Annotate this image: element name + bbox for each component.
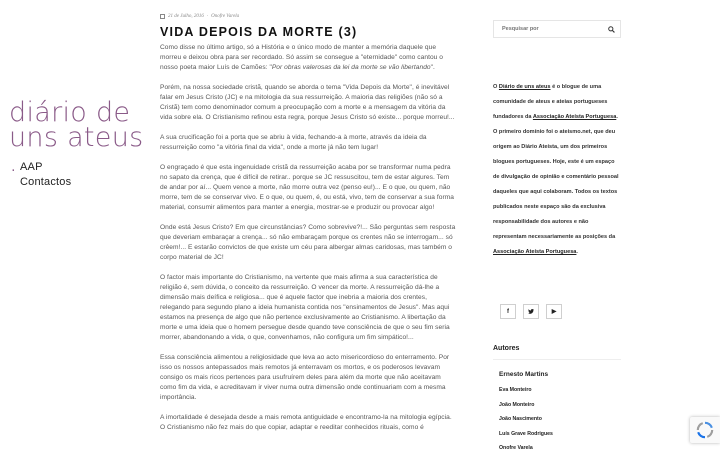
post-paragraph: Essa consciência alimentou a religiosidade que leva ao acto misericordioso do enterramento. Por isso os nossos antepassados mais remotos já enterravam os mortos, e os poderosos levavam consigo os mais ricos pertences para usufruírem deles para além da morte que não aceitavam como fim da vida, e acreditavam ir viver numa outra dimensão onde continuariam com a mesma importância. bbox=[160, 354, 450, 401]
meta-separator: · bbox=[206, 13, 209, 19]
post-date[interactable]: 21 de Julho, 2016 bbox=[168, 13, 204, 19]
link-diario[interactable]: Diário de uns ateus bbox=[498, 84, 551, 90]
post-meta bbox=[160, 12, 456, 20]
paragraph-text-end: ". bbox=[430, 64, 435, 71]
youtube-icon[interactable]: ▶ bbox=[546, 304, 562, 319]
authors-divider bbox=[493, 359, 621, 360]
paragraph-quote: Por obras valerosas da lei da morte se vão libertando bbox=[271, 64, 431, 71]
recaptcha-icon bbox=[696, 421, 714, 439]
author-link[interactable]: João Nascimento bbox=[499, 416, 542, 422]
about-text bbox=[493, 80, 621, 260]
post-paragraph: O engraçado é que esta ingenuidade cristã da ressurreição acaba por se transformar numa pedra no sapato da crença, que é difícil de retirar.. porque se JC ressuscitou, tem de estar algures. Tem de andar por aí... Quem vence a morte, não morre outra vez (penso eu!)... E o que, ou quem, não morre, tem de se conservar vivo. E o que, ou quem, é, ou está, vivo, tem de conservar a sua forma material, consumir alimentos para manter a energia, mostrar-se e produzir ou provocar algo! bbox=[160, 164, 455, 211]
link-aap-2[interactable]: Associação Ateísta Portuguesa bbox=[493, 249, 577, 255]
about-text-part: O bbox=[493, 84, 499, 90]
authors-heading: Autores bbox=[493, 345, 520, 352]
twitter-icon[interactable] bbox=[523, 304, 539, 319]
recaptcha-badge[interactable] bbox=[690, 417, 720, 443]
search-icon bbox=[608, 26, 615, 33]
author-link[interactable]: Eva Monteiro bbox=[499, 387, 532, 393]
facebook-icon[interactable]: f bbox=[500, 304, 516, 319]
calendar-icon bbox=[160, 14, 165, 19]
social-links bbox=[500, 304, 562, 319]
search-box bbox=[493, 20, 621, 38]
nav-item-contactos[interactable]: Contactos bbox=[20, 176, 72, 188]
post bbox=[160, 12, 456, 433]
about-text-part: é o blogue de uma comunidade de ateus e ateias portugueses fundadores da bbox=[493, 84, 608, 120]
logo-dot: . bbox=[9, 147, 18, 178]
authors-list bbox=[499, 368, 553, 450]
left-nav bbox=[20, 160, 71, 190]
post-paragraph: A sua crucificação foi a porta que se abriu à vida, fechando-a à morte, através da ideia da ressurreição como "a vitória final da vida", onde a morte já não tem lugar! bbox=[160, 134, 427, 151]
post-paragraph: Onde está Jesus Cristo? Em que circunstâncias? Como sobrevive?!... São perguntas sem resposta que deveriam embaraçar a crença... só não embaraçam porque os crentes não se interrogam... só crêem!... E estarão convictos de que existe um céu para albergar almas caridosas, mas também o corpo material de JC! bbox=[160, 224, 456, 261]
nav-item-aap[interactable]: AAP bbox=[20, 161, 43, 173]
about-text-part: . O primeiro domínio foi o ateismo.net, que deu origem ao Diário Ateísta, um dos primeiros blogues portugueses. Hoje, este é um espaço de divulgação de opinião e comentário pessoal daqueles que aqui colaboram. Todos os textos publicados neste espaço são da exclusiva responsabilidade dos autores e não representam necessariamente as posições da bbox=[493, 114, 619, 240]
author-link[interactable]: Ernesto Martins bbox=[499, 371, 549, 378]
right-sidebar bbox=[493, 20, 621, 450]
author-link[interactable]: João Monteiro bbox=[499, 401, 535, 408]
post-paragraph bbox=[160, 43, 456, 73]
post-paragraph: Porém, na nossa sociedade cristã, quando se aborda o tema "Vida Depois da Morte", é inevitável falar em Jesus Cristo (JC) e na mitologia da sua ressurreição. A maioria das religiões (não só a Cristã) tem como denominador comum a preocupação com a morte e a mensagem da vitória da vida sobre ela. O Cristianismo refinou esta regra, porque Jesus Cristo só existe... porque morreu!... bbox=[160, 84, 455, 121]
post-paragraph: A imortalidade é desejada desde a mais remota antiguidade e encontramo-la na mitologia egípcia. O Cristianismo não fez mais do que copiar, adaptar e reeditar conhecidos rituais, como é bbox=[160, 414, 452, 431]
about-text-part: . bbox=[576, 249, 578, 255]
logo-line1: diário de bbox=[9, 97, 131, 128]
post-author[interactable]: Onofre Varela bbox=[211, 13, 240, 19]
search-input[interactable] bbox=[494, 21, 602, 37]
post-body bbox=[160, 43, 456, 433]
link-aap[interactable]: Associação Ateísta Portuguesa bbox=[532, 114, 617, 120]
author-link[interactable]: Luís Grave Rodrigues bbox=[499, 430, 553, 437]
post-title[interactable]: VIDA DEPOIS DA MORTE (3) bbox=[160, 25, 358, 39]
search-button[interactable] bbox=[602, 21, 620, 37]
logo-line2-text: uns ateus bbox=[9, 122, 144, 153]
post-paragraph: O factor mais importante do Cristianismo, na vertente que mais afirma a sua característica de religião é, sem dúvida, o conceito da ressurreição. O vencer da morte. A ressurreição dá-lhe a dimensão mais deífica e religiosa... que é aquele factor que inebria a maioria dos crentes, relegando para segundo plano a ideia humanista contida nos "ensinamentos de Jesus". Mas aqui estamos na presença de algo que não pertence exclusivamente ao Cristianismo. A libertação da morte e uma ideia que o homem persegue desde quando teve consciência de que o seu fim seria morrer, abandonando a vida, o que, convenhamos, não configura um fim simpático!... bbox=[160, 274, 450, 341]
author-link[interactable]: Onofre Varela bbox=[499, 445, 533, 450]
paragraph-text: Como disse no último artigo, só a História e o único modo de manter a memória daquele que morreu e deixou obra para ser recordado. Só assim se consegue a "eternidade" como cantou o nosso poeta maior Luís de Camões: " bbox=[160, 44, 443, 71]
left-sidebar bbox=[0, 0, 150, 450]
